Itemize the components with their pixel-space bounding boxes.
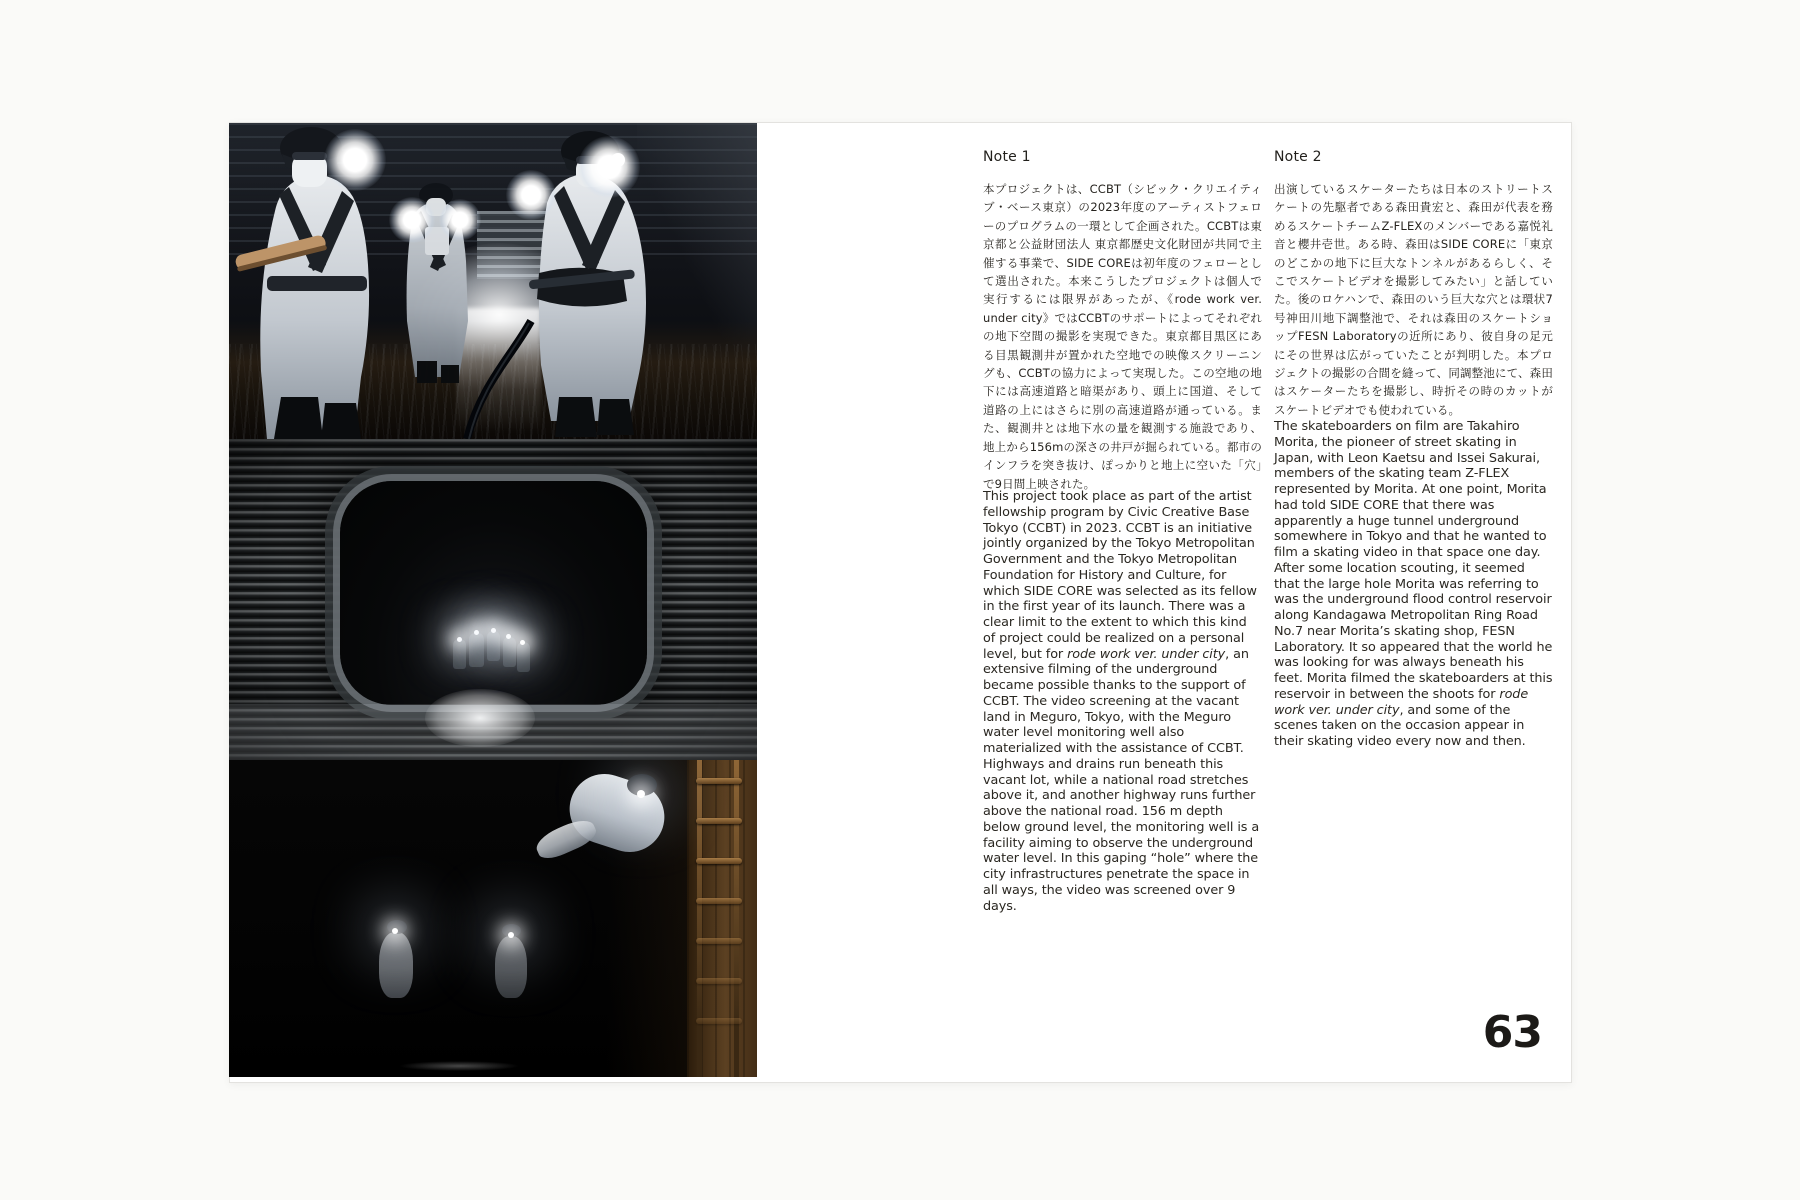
ladder-rung bbox=[696, 978, 742, 984]
ladder-rung bbox=[696, 818, 742, 824]
ladder-rail bbox=[734, 760, 739, 1077]
ladder-rung bbox=[696, 938, 742, 944]
headlamp bbox=[491, 628, 496, 633]
walkers-figures-graphic bbox=[229, 123, 757, 439]
ladder-rung bbox=[696, 898, 742, 904]
note-2-heading: Note 2 bbox=[1274, 149, 1322, 165]
skater-silhouette bbox=[487, 631, 500, 661]
tunnel-mouth bbox=[340, 481, 647, 705]
headlamp bbox=[474, 630, 479, 635]
ladder-rung bbox=[696, 778, 742, 784]
note-2-english-text: The skateboarders on film are Takahiro Morita, the pioneer of street skating in Japan, with Leon Kaetsu and Issei Sakurai, members of the skating team Z-FLEX represented by Morita. At one point, Morita had told SIDE CORE that there was apparently a huge tunnel underground somewhere in Tokyo and that he wanted to film a skating video in that space one day. After some location scouting, it seemed that the large hole Morita was referring to was the underground flood control reservoir along Kandagawa Metropolitan Ring Road No.7 near Morita’s skating shop, FESN Laboratory. It so appeared that the world he was looking for was always beneath his feet. Morita filmed the skateboarders at this reservoir in between the shoots for rode work ver. under city, and some of the scenes taken on the occasion appear in their skating video every now and then. bbox=[1274, 419, 1553, 749]
note-1-column bbox=[983, 123, 1262, 1084]
climbing-figure-leg bbox=[532, 815, 599, 864]
headlamp bbox=[520, 640, 525, 645]
note-2-japanese-text: 出演しているスケーターたちは日本のストリートスケートの先駆者である森田貴宏と、森田が代表を務めるスケートチームZ-FLEXのメンバーである嘉悦礼音と櫻井壱世。ある時、森田はSIDE COREに「東京のどこかの地下に巨大なトンネルがあるらしく、そこでスケートビデオを撮影してみたい」と話していた。後のロケハンで、森田のいう巨大な穴とは環状7号神田川地下調整池で、それは森田のスケートショップFESN Laboratoryの近所にあり、彼自身の足元にその世界は広がっていたことが判明した。本プロジェクトの撮影の合間を縫って、同調整池にて、森田はスケーターたちを撮影し、時折その時のカットがスケートビデオでも使われている。 bbox=[1274, 182, 1553, 417]
skater-silhouette bbox=[517, 642, 530, 672]
climber-headlamp bbox=[637, 790, 645, 798]
skater-silhouette bbox=[453, 639, 466, 669]
headlamp bbox=[457, 637, 462, 642]
headlamp bbox=[506, 634, 511, 639]
floor-sheen bbox=[229, 704, 757, 760]
floor-glint bbox=[399, 1061, 519, 1071]
faint-figure bbox=[379, 932, 413, 998]
walker-left bbox=[234, 127, 369, 439]
photo-ladder-shaft bbox=[229, 760, 757, 1077]
note-1-english-text: This project took place as part of the artist fellowship program by Civic Creative Base Tokyo (CCBT) in 2023. CCBT is an initiative jointly organized by the Tokyo Metropolitan Government and the Tokyo Metropolitan Foundation for History and Culture, for which SIDE CORE was selected as its fellow in the first year of its launch. There was a clear limit to the extent to which this kind of project could be realized on a personal level, but for rode work ver. under city, an extensive filming of the underground became possible thanks to the support of CCBT. The video screening at the vacant land in Meguro, Tokyo, with the Meguro water level monitoring well also materialized with the assistance of CCBT. Highways and drains run beneath this vacant lot, while a national road stretches above it, and another highway runs further above the national road. 156 m depth below ground level, the monitoring well is a facility aiming to observe the underground water level. In this gaping “hole” where the city infrastructures penetrate the space in all ways, the video was screened over 9 days. bbox=[983, 489, 1260, 914]
walker-center bbox=[407, 183, 468, 383]
skater-silhouette bbox=[503, 637, 516, 667]
walker-right bbox=[529, 131, 646, 437]
note-1-japanese-text: 本プロジェクトは、CCBT（シビック・クリエイティブ・ベース東京）の2023年度のアーティストフェローのプログラムの一環として企画された。CCBTは東京都と公益財団法人 東京都歴史文化財団が共同で主催する事業で、SIDE COREは初年度のフェローとして選出された。本来こうしたプロジェクトは個人で実行するには限界があったが、《rode work ver. under city》ではCCBTのサポートによってそれぞれの地下空間の撮影を実現できた。東京都目黒区にある目黒観測井が置かれた空地での映像スクリーニングも、CCBTの協力によって実現した。この空地の地下には高速道路と暗渠があり、頭上に国道、そして道路の上にはさらに別の高速道路が通っている。また、観測井とは地下水の量を観測する施設であり、地上から156mの深さの井戸が掘られている。都市のインフラを突き抜け、ぽっかりと地上に空いた「穴」で9日間上映された。 bbox=[983, 182, 1262, 491]
faint-headlamp bbox=[508, 932, 514, 938]
ladder-rung bbox=[696, 858, 742, 864]
photo-column bbox=[229, 123, 757, 1077]
note-1-heading: Note 1 bbox=[983, 149, 1031, 165]
faint-headlamp bbox=[392, 928, 398, 934]
faint-figure bbox=[495, 936, 527, 998]
note-2-column bbox=[1274, 123, 1553, 1084]
ladder-rail bbox=[697, 760, 702, 1077]
photo-tunnel-walkers bbox=[229, 123, 757, 439]
skater-silhouette bbox=[469, 633, 484, 667]
book-spread bbox=[229, 122, 1572, 1083]
page-number: 63 bbox=[1482, 1007, 1542, 1058]
photo-corrugated-tunnel bbox=[229, 439, 757, 760]
ladder-rung bbox=[696, 1018, 742, 1024]
